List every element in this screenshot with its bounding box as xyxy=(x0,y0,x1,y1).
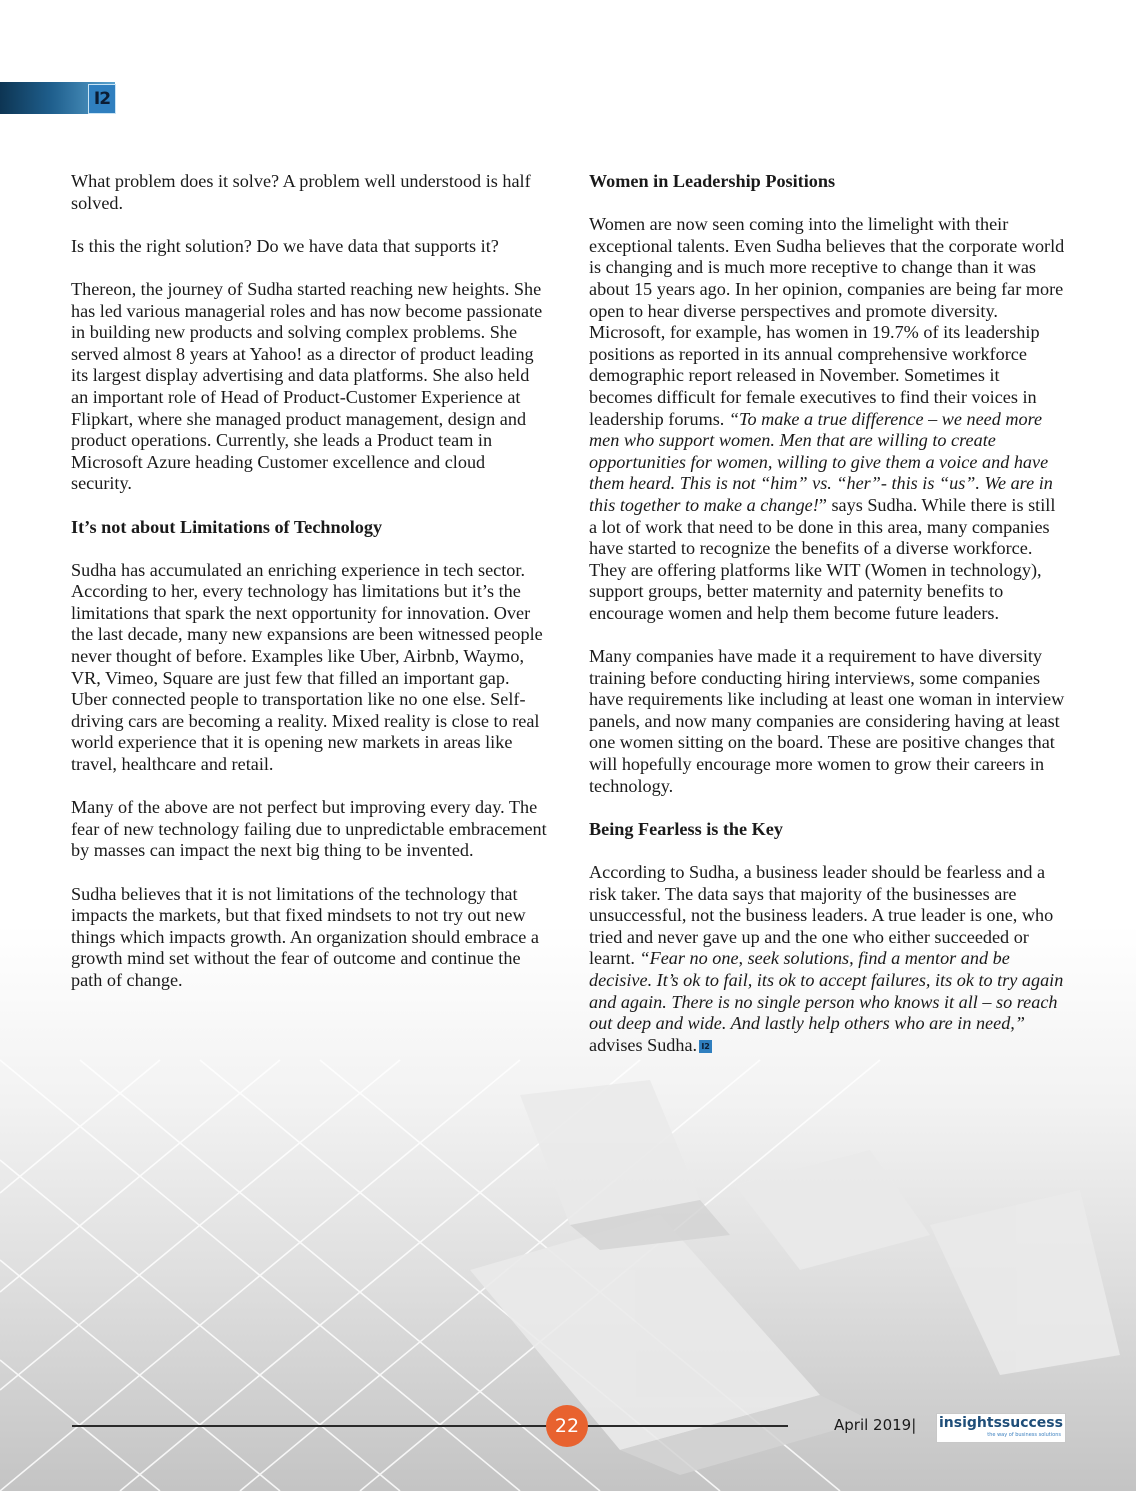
paragraph: Sudha has accumulated an enriching experience in tech sector. According to her, every technology has limitations but it’s the limitations that spark the next opportunity for innovation. Over the last decade, many new expansions are been witnessed people never thought of before. Examples like Uber, Airbnb, Waymo, VR, Vimeo, Square are just few that filled an important gap. Uber connected people to transportation like no one else. Self-driving cars are becoming a reality. Mixed reality is close to real world experience that it is opening new markets in areas like travel, healthcare and retail. xyxy=(71,559,543,775)
paragraph: Is this the right solution? Do we have data that supports it? xyxy=(71,235,499,256)
brand-logo xyxy=(936,1413,1066,1443)
paragraph-text: advises Sudha. xyxy=(589,1034,698,1055)
magazine-logo: I2 xyxy=(88,84,116,114)
section-heading: Women in Leadership Positions xyxy=(589,171,836,191)
pull-quote: “Fear no one, seek solutions, find a mentor and be decisive. It’s ok to fail, its ok to accept failures, its ok to try again and again. There is no single person who knows it all – so reach out deep and wide. And lastly help others who are in need,” xyxy=(589,948,1064,1034)
brand-name: insightssuccess xyxy=(939,1415,1063,1431)
issue-date: April 2019| xyxy=(834,1416,917,1434)
footer-divider xyxy=(72,1425,788,1427)
paragraph-text: Women are now seen coming into the limelight with their exceptional talents. Even Sudha believes that the corporate world is changing and is much more receptive to change than it was about 15 years ago. In her opinion, companies are being far more open to hear diverse perspectives and promote diversity. Microsoft, for example, has women in 19.7% of its leadership positions as reported in its annual comprehensive workforce demographic report released in November. Sometimes it becomes difficult for female executives to find their voices in leadership forums. xyxy=(589,214,1065,429)
section-heading: Being Fearless is the Key xyxy=(589,818,783,839)
end-of-article-icon: I2 xyxy=(699,1040,712,1053)
section-heading: It’s not about Limitations of Technology xyxy=(71,516,383,537)
page-number-badge: 22 xyxy=(546,1405,588,1447)
paragraph xyxy=(589,214,1067,624)
paragraph: Many companies have made it a requirement to have diversity training before conducting hiring interviews, some companies have requirements like including at least one woman in interview panels, and now many companies are considering having at least one women sitting on the board. These are positive changes that will hopefully encourage more women to grow their careers in technology. xyxy=(589,646,1065,796)
brand-tagline: the way of business solutions xyxy=(987,1432,1061,1438)
paragraph xyxy=(589,862,1067,1056)
left-column xyxy=(71,171,549,1013)
pull-quote: “To make a true difference – we need more men who support women. Men that are willing to create opportunities for women, willing to give them a voice and have them heard. This is not “him” vs. “her”- this is “us”. We are in this together to make a change! xyxy=(589,408,1053,515)
right-column xyxy=(589,171,1067,1078)
paragraph: Sudha believes that it is not limitations of the technology that impacts the markets, but that fixed mindsets to not try out new things which impacts growth. An organization should embrace a growth mind set without the fear of outcome and continue the path of change. xyxy=(71,883,539,990)
paragraph: Many of the above are not perfect but improving every day. The fear of new technology failing due to unpredictable embracement by masses can impact the next big thing to be invented. xyxy=(71,797,547,861)
paragraph: Thereon, the journey of Sudha started reaching new heights. She has led various managerial roles and has now become passionate in building new products and solving complex problems. She served almost 8 years at Yahoo! as a director of product leading its largest display advertising and data platforms. She also held an important role of Head of Product-Customer Experience at Flipkart, where she managed product management, design and product operations. Currently, she leads a Product team in Microsoft Azure heading Customer excellence and cloud security. xyxy=(71,278,543,494)
paragraph: What problem does it solve? A problem well understood is half solved. xyxy=(71,171,531,213)
paragraph-text: According to Sudha, a business leader should be fearless and a risk taker. The data says that majority of the businesses are unsuccessful, not the business leaders. A true leader is one, who tried and never gave up and the one who either succeeded or learnt. xyxy=(589,862,1054,969)
paragraph-text: ” says Sudha. While there is still a lot of work that need to be done in this area, many companies have started to recognize the benefits of a diverse workforce. They are offering platforms like WIT (Women in technology), support groups, better maternity and paternity benefits to encourage women and help them become future leaders. xyxy=(589,494,1056,623)
